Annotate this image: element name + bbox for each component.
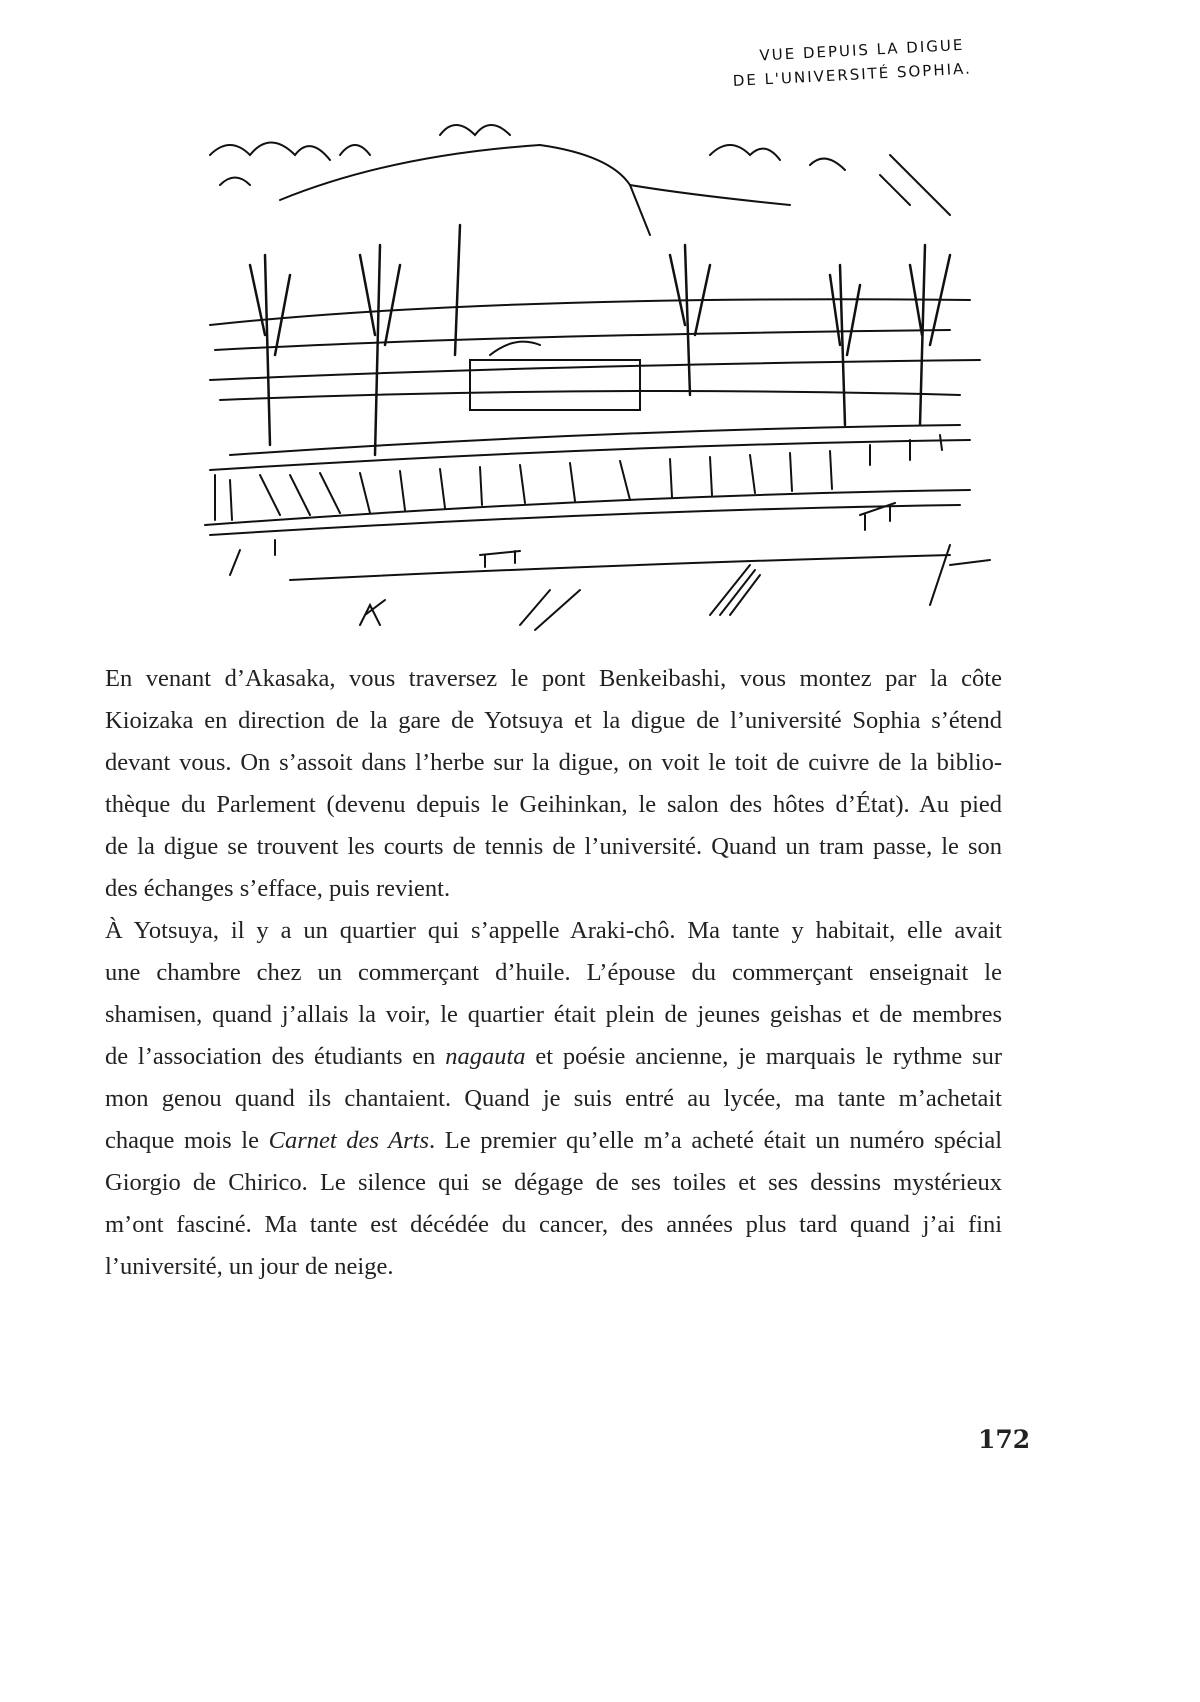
caption-line: VUE DEPUIS LA DIGUE [759,35,965,65]
text-line: shamisen, quand j’allais la voir, le quartier était plein de jeunes geishas et de membres [105,1001,1002,1028]
text-line: Giorgio de Chirico. Le silence qui se dégage de ses toiles et ses dessins mystérieux [105,1169,1002,1196]
text-line [105,1120,1002,1162]
italic-title: Carnet des Arts [268,1127,429,1154]
text-line: À Yotsuya, il y a un quartier qui s’appelle Araki-chô. Ma tante y habitait, elle avait [105,917,1002,944]
text-line: de la digue se trouvent les courts de tennis de l’université. Quand un tram passe, le son [105,833,1002,860]
text-line: thèque du Parlement (devenu depuis le Geihinkan, le salon des hôtes d’État). Au pied [105,791,1002,818]
text-segment: de l’association des étudiants en [105,1043,446,1070]
text-line: devant vous. On s’assoit dans l’herbe sur la digue, on voit le toit de cuivre de la biblio- [105,749,1002,776]
illustration-caption [732,33,973,92]
caption-line: DE L'UNIVERSITÉ SOPHIA. [732,59,973,90]
text-line [105,1036,1002,1078]
text-line: mon genou quand ils chantaient. Quand je suis entré au lycée, ma tante m’achetait [105,1085,1002,1112]
paragraph [105,910,1002,1288]
page-number: 172 [978,1425,1031,1454]
text-line: des échanges s’efface, puis revient. [105,875,451,902]
text-segment: et poésie ancienne, je marquais le rythme sur [525,1043,1002,1070]
text-line: m’ont fasciné. Ma tante est décédée du cancer, des années plus tard quand j’ai fini [105,1211,1002,1238]
body-text [105,658,1002,1288]
text-line: l’université, un jour de neige. [105,1253,394,1280]
italic-term: nagauta [445,1043,526,1070]
text-line: une chambre chez un commerçant d’huile. L’épouse du commerçant enseignait le [105,959,1002,986]
text-segment: chaque mois le [105,1127,269,1154]
paragraph [105,658,1002,910]
text-line: Kioizaka en direction de la gare de Yotsuya et la digue de l’université Sophia s’étend [105,707,1002,734]
text-line: En venant d’Akasaka, vous traversez le pont Benkeibashi, vous montez par la côte [105,665,1002,692]
sketch-illustration [190,95,1000,655]
text-segment: . Le premier qu’elle m’a acheté était un numéro spécial [429,1127,1002,1154]
